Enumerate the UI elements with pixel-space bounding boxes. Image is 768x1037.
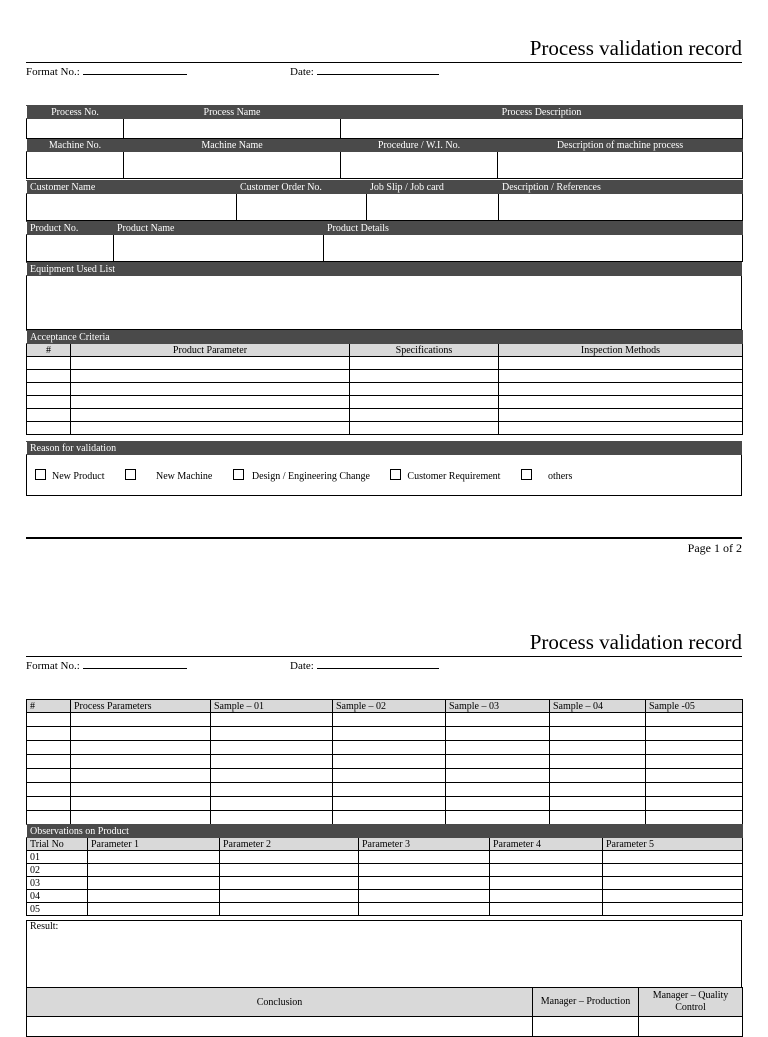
manager-qc-sign[interactable] bbox=[639, 1017, 743, 1037]
table-row bbox=[27, 864, 743, 877]
procedure-cell[interactable] bbox=[341, 152, 498, 179]
machine-no-cell[interactable] bbox=[27, 152, 124, 179]
acceptance-col-hash: # bbox=[27, 344, 71, 357]
trial-no: 05 bbox=[27, 903, 88, 916]
customer-name-cell[interactable] bbox=[27, 194, 237, 221]
samples-col-hash: # bbox=[27, 700, 71, 713]
checkbox-icon[interactable] bbox=[125, 469, 136, 480]
machine-process-header: Description of machine process bbox=[498, 139, 743, 152]
table-row bbox=[27, 396, 743, 409]
table-row bbox=[27, 890, 743, 903]
page2-title: Process validation record bbox=[529, 630, 742, 654]
references-header: Description / References bbox=[499, 181, 743, 194]
product-name-cell[interactable] bbox=[114, 235, 324, 262]
process-name-cell[interactable] bbox=[124, 119, 341, 139]
samples-col-01: Sample – 01 bbox=[211, 700, 333, 713]
reason-design-change[interactable]: Design / Engineering Change bbox=[233, 469, 370, 482]
acceptance-header: Acceptance Criteria bbox=[27, 331, 743, 344]
table-row bbox=[27, 727, 743, 741]
table-row bbox=[27, 409, 743, 422]
manager-production-header: Manager – Production bbox=[533, 988, 639, 1017]
table-row bbox=[27, 769, 743, 783]
acceptance-table bbox=[26, 330, 743, 435]
format-label: Format No.: bbox=[26, 66, 80, 78]
process-table bbox=[26, 105, 743, 179]
checkbox-icon[interactable] bbox=[35, 469, 46, 480]
format-label: Format No.: bbox=[26, 660, 80, 672]
trial-no: 04 bbox=[27, 890, 88, 903]
obs-col-param5: Parameter 5 bbox=[603, 838, 743, 851]
table-row bbox=[27, 383, 743, 396]
process-description-cell[interactable] bbox=[341, 119, 743, 139]
process-no-header: Process No. bbox=[27, 106, 124, 119]
title-rule bbox=[26, 656, 742, 657]
reason-table bbox=[26, 441, 742, 496]
samples-col-parameters: Process Parameters bbox=[71, 700, 211, 713]
job-slip-cell[interactable] bbox=[367, 194, 499, 221]
date-line bbox=[290, 658, 439, 673]
process-description-header: Process Description bbox=[341, 106, 743, 119]
procedure-header: Procedure / W.I. No. bbox=[341, 139, 498, 152]
obs-col-param2: Parameter 2 bbox=[220, 838, 359, 851]
checkbox-icon[interactable] bbox=[233, 469, 244, 480]
trial-no: 02 bbox=[27, 864, 88, 877]
equipment-cell[interactable] bbox=[27, 276, 742, 330]
reason-others[interactable]: others bbox=[521, 469, 572, 482]
conclusion-cell[interactable] bbox=[27, 1017, 533, 1037]
table-row bbox=[27, 357, 743, 370]
table-row bbox=[27, 877, 743, 890]
customer-table bbox=[26, 180, 743, 221]
obs-col-param3: Parameter 3 bbox=[359, 838, 490, 851]
samples-table bbox=[26, 699, 743, 825]
machine-name-header: Machine Name bbox=[124, 139, 341, 152]
obs-col-param4: Parameter 4 bbox=[490, 838, 603, 851]
format-field[interactable] bbox=[83, 658, 187, 669]
product-name-header: Product Name bbox=[114, 222, 324, 235]
format-line bbox=[26, 658, 187, 673]
observations-header: Observations on Product bbox=[27, 825, 743, 838]
checkbox-icon[interactable] bbox=[390, 469, 401, 480]
manager-production-sign[interactable] bbox=[533, 1017, 639, 1037]
trial-no: 03 bbox=[27, 877, 88, 890]
machine-process-cell[interactable] bbox=[498, 152, 743, 179]
process-no-cell[interactable] bbox=[27, 119, 124, 139]
product-details-cell[interactable] bbox=[324, 235, 743, 262]
trial-no: 01 bbox=[27, 851, 88, 864]
result-table bbox=[26, 920, 742, 988]
checkbox-icon[interactable] bbox=[521, 469, 532, 480]
obs-col-trial: Trial No bbox=[27, 838, 88, 851]
date-field[interactable] bbox=[317, 658, 439, 669]
conclusion-table bbox=[26, 987, 743, 1037]
equipment-header: Equipment Used List bbox=[27, 263, 742, 276]
date-field[interactable] bbox=[317, 64, 439, 75]
product-table bbox=[26, 221, 743, 262]
customer-order-header: Customer Order No. bbox=[237, 181, 367, 194]
samples-col-03: Sample – 03 bbox=[446, 700, 550, 713]
obs-col-param1: Parameter 1 bbox=[88, 838, 220, 851]
title-rule bbox=[26, 62, 742, 63]
conclusion-header: Conclusion bbox=[27, 988, 533, 1017]
job-slip-header: Job Slip / Job card bbox=[367, 181, 499, 194]
page1-title: Process validation record bbox=[529, 36, 742, 60]
format-field[interactable] bbox=[83, 64, 187, 75]
table-row bbox=[27, 903, 743, 916]
machine-no-header: Machine No. bbox=[27, 139, 124, 152]
product-no-header: Product No. bbox=[27, 222, 114, 235]
reason-options bbox=[27, 455, 742, 496]
date-label: Date: bbox=[290, 66, 314, 78]
acceptance-col-parameter: Product Parameter bbox=[71, 344, 350, 357]
table-row bbox=[27, 713, 743, 727]
table-row bbox=[27, 851, 743, 864]
customer-order-cell[interactable] bbox=[237, 194, 367, 221]
acceptance-col-spec: Specifications bbox=[350, 344, 499, 357]
date-line bbox=[290, 64, 439, 79]
process-name-header: Process Name bbox=[124, 106, 341, 119]
reason-header: Reason for validation bbox=[27, 442, 742, 455]
table-row bbox=[27, 370, 743, 383]
table-row bbox=[27, 422, 743, 435]
reason-customer-requirement[interactable]: Customer Requirement bbox=[390, 469, 500, 482]
equipment-table bbox=[26, 262, 742, 330]
samples-col-05: Sample -05 bbox=[646, 700, 743, 713]
result-label: Result: bbox=[30, 921, 59, 932]
customer-name-header: Customer Name bbox=[27, 181, 237, 194]
samples-col-02: Sample – 02 bbox=[333, 700, 446, 713]
reason-new-product[interactable]: New Product bbox=[35, 469, 105, 482]
manager-qc-header: Manager – Quality Control bbox=[639, 988, 743, 1017]
table-row bbox=[27, 783, 743, 797]
reason-new-machine[interactable]: New Machine bbox=[125, 469, 212, 482]
product-details-header: Product Details bbox=[324, 222, 743, 235]
table-row bbox=[27, 741, 743, 755]
references-cell[interactable] bbox=[499, 194, 743, 221]
format-line bbox=[26, 64, 187, 79]
page-break-rule bbox=[26, 537, 742, 539]
product-no-cell[interactable] bbox=[27, 235, 114, 262]
acceptance-col-method: Inspection Methods bbox=[499, 344, 743, 357]
machine-name-cell[interactable] bbox=[124, 152, 341, 179]
page-number: Page 1 of 2 bbox=[687, 541, 742, 555]
samples-col-04: Sample – 04 bbox=[550, 700, 646, 713]
table-row bbox=[27, 755, 743, 769]
table-row bbox=[27, 811, 743, 825]
result-cell[interactable] bbox=[27, 921, 742, 988]
observations-table bbox=[26, 824, 743, 916]
date-label: Date: bbox=[290, 660, 314, 672]
table-row bbox=[27, 797, 743, 811]
